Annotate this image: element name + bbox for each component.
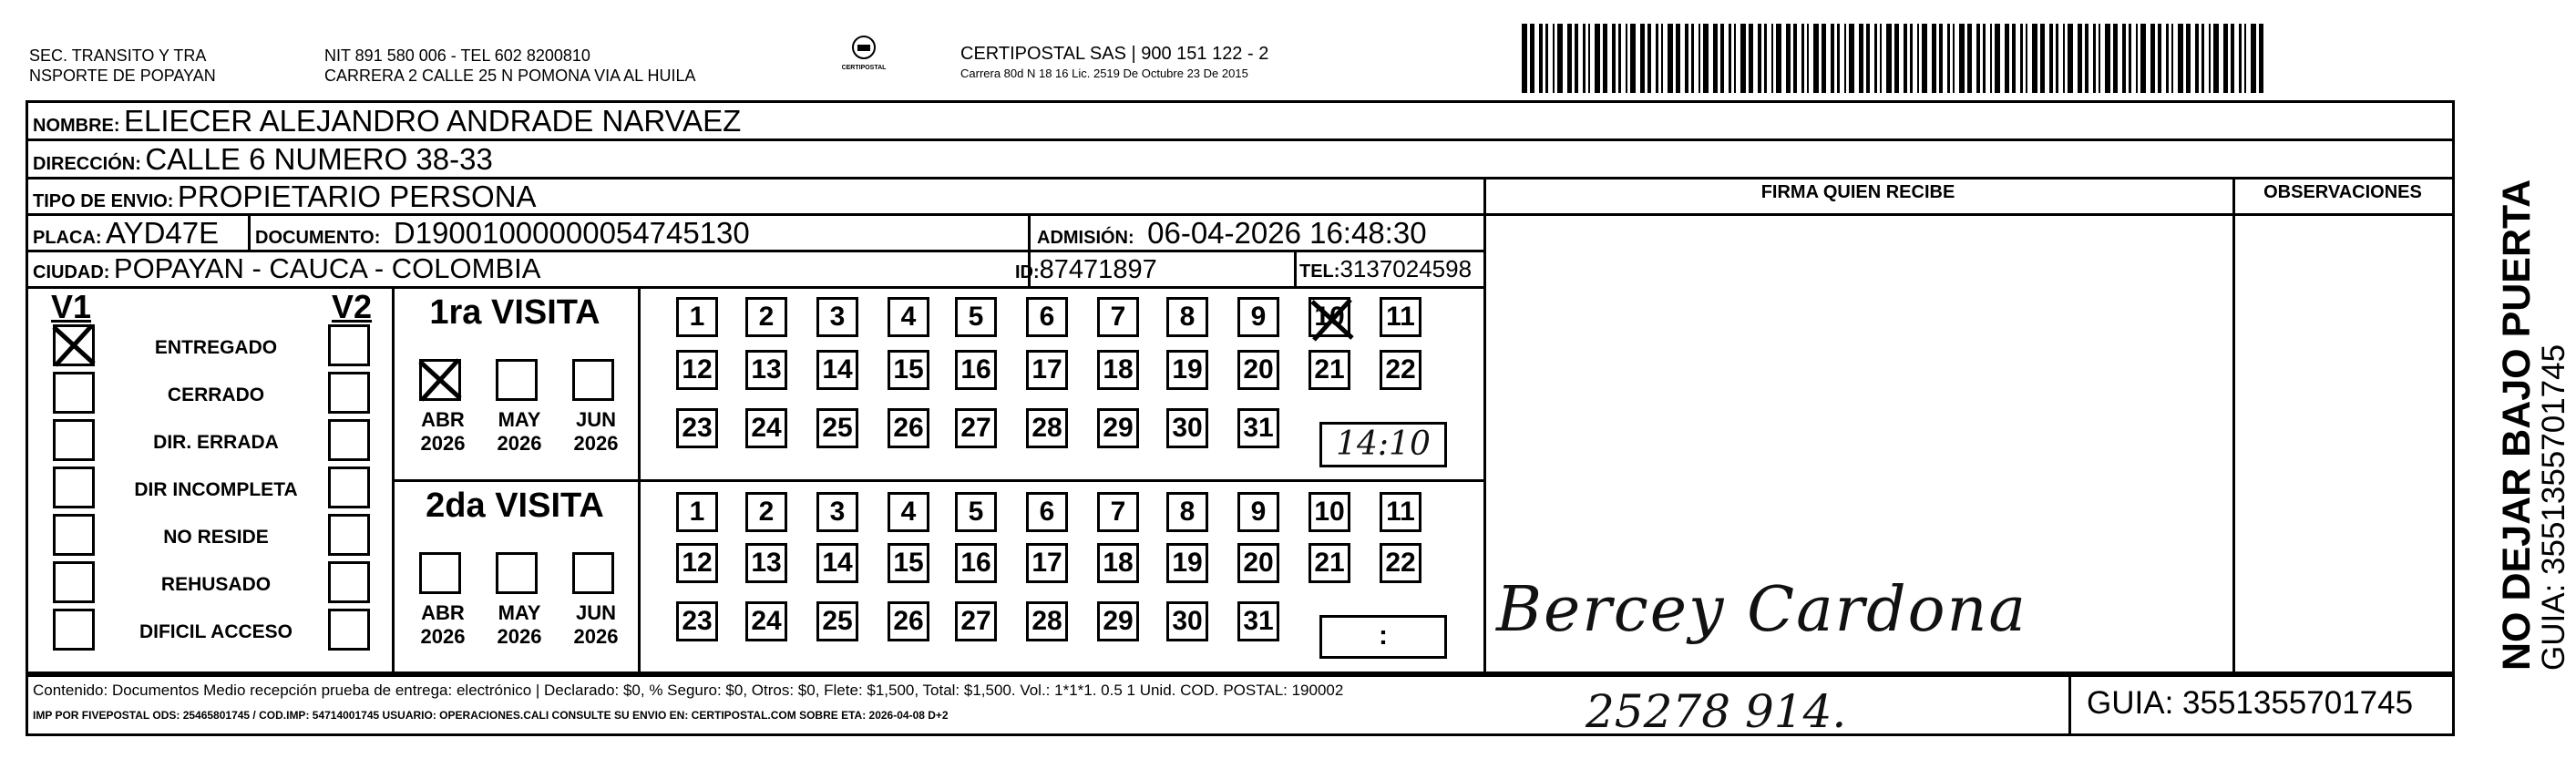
day-box[interactable]: 12 bbox=[676, 350, 718, 390]
nombre-row bbox=[33, 104, 741, 138]
month-checkbox[interactable] bbox=[496, 359, 538, 401]
month-checkbox[interactable] bbox=[572, 552, 614, 594]
nit-line: NIT 891 580 006 - TEL 602 8200810 bbox=[324, 46, 590, 65]
day-box[interactable]: 27 bbox=[955, 408, 997, 448]
day-box[interactable]: 14 bbox=[816, 350, 858, 390]
month-checkbox[interactable] bbox=[496, 552, 538, 594]
day-box[interactable]: 12 bbox=[676, 543, 718, 583]
admision-label: ADMISIÓN: bbox=[1037, 228, 1134, 248]
sender-line-2: NSPORTE DE POPAYAN bbox=[29, 67, 216, 85]
v2-checkbox[interactable] bbox=[328, 609, 370, 651]
tipo-row bbox=[33, 179, 537, 214]
month-label: ABR 2026 bbox=[420, 601, 466, 648]
address-line: CARRERA 2 CALLE 25 N POMONA VIA AL HUILA bbox=[324, 67, 696, 85]
day-box[interactable]: 18 bbox=[1097, 350, 1139, 390]
placa-cell bbox=[33, 216, 219, 251]
nombre-value: ELIECER ALEJANDRO ANDRADE NARVAEZ bbox=[124, 104, 742, 138]
visit-option-label: DIFICIL ACCESO bbox=[139, 621, 292, 642]
sender-block bbox=[29, 46, 216, 86]
documento-value: D19001000000054745130 bbox=[393, 216, 750, 250]
day-box[interactable]: 21 bbox=[1309, 350, 1350, 390]
day-box[interactable]: 29 bbox=[1097, 408, 1139, 448]
recipient-signature: Bercey Cardona bbox=[1496, 574, 2027, 646]
day-box[interactable]: 26 bbox=[888, 408, 929, 448]
v1-checkbox[interactable] bbox=[53, 561, 95, 603]
day-box[interactable]: 25 bbox=[816, 408, 858, 448]
day-box[interactable]: 10 bbox=[1309, 492, 1350, 532]
day-box[interactable]: 14 bbox=[816, 543, 858, 583]
barcode bbox=[1522, 24, 2269, 93]
v1-checkbox[interactable] bbox=[53, 609, 95, 651]
month-checkbox[interactable] bbox=[572, 359, 614, 401]
day-box[interactable]: 28 bbox=[1026, 601, 1068, 641]
nombre-label: NOMBRE: bbox=[33, 116, 120, 136]
direccion-value: CALLE 6 NUMERO 38-33 bbox=[145, 142, 493, 176]
visit-option-label: DIR INCOMPLETA bbox=[134, 479, 298, 500]
month-label: JUN 2026 bbox=[573, 601, 619, 648]
day-box[interactable]: 20 bbox=[1237, 350, 1279, 390]
side-title: NO DEJAR BAJO PUERTA bbox=[2495, 179, 2539, 671]
day-box[interactable]: 5 bbox=[955, 492, 997, 532]
first-visit-time-box[interactable] bbox=[1319, 422, 1447, 467]
month-label: MAY 2026 bbox=[497, 601, 542, 648]
day-box[interactable]: 22 bbox=[1380, 350, 1421, 390]
second-visit-time: : bbox=[1379, 620, 1388, 651]
day-box[interactable]: 1 bbox=[676, 492, 718, 532]
side-label bbox=[2497, 179, 2571, 671]
footer-contents: Contenido: Documentos Medio recepción prueba de entrega: electrónico | Declarado: $0, % Seguro: $0, Otros: $0, Flete: $1,500, Total: $1,500. Vol.: 1*1*1. 0.5 1 Unid. COD. POSTAL: 190002 bbox=[33, 682, 1344, 699]
day-box[interactable]: 11 bbox=[1380, 297, 1421, 337]
first-visit-time: 14:10 bbox=[1336, 426, 1431, 463]
tel-label: TEL: bbox=[1299, 261, 1340, 282]
day-box[interactable]: 15 bbox=[888, 543, 929, 583]
day-box[interactable]: 24 bbox=[745, 408, 787, 448]
day-box[interactable]: 23 bbox=[676, 601, 718, 641]
first-visit-title: 1ra VISITA bbox=[429, 293, 600, 332]
day-box[interactable]: 19 bbox=[1166, 543, 1208, 583]
day-box[interactable]: 17 bbox=[1026, 543, 1068, 583]
day-box[interactable]: 25 bbox=[816, 601, 858, 641]
day-box[interactable]: 24 bbox=[745, 601, 787, 641]
day-box[interactable]: 3 bbox=[816, 297, 858, 337]
direccion-label: DIRECCIÓN: bbox=[33, 154, 141, 174]
day-box[interactable]: 31 bbox=[1237, 408, 1279, 448]
day-box[interactable]: 10 bbox=[1309, 297, 1350, 337]
month-label: MAY 2026 bbox=[497, 408, 542, 455]
sender-contact bbox=[324, 46, 696, 86]
tel-value: 3137024598 bbox=[1339, 255, 1473, 282]
day-box[interactable]: 21 bbox=[1309, 543, 1350, 583]
day-box[interactable]: 9 bbox=[1237, 492, 1279, 532]
month-checkbox[interactable] bbox=[419, 552, 461, 594]
day-box[interactable]: 13 bbox=[745, 350, 787, 390]
day-box[interactable]: 27 bbox=[955, 601, 997, 641]
handwritten-note: 25278 914. bbox=[1586, 685, 1847, 738]
day-box[interactable]: 16 bbox=[955, 543, 997, 583]
documento-cell bbox=[255, 216, 750, 251]
day-box[interactable]: 17 bbox=[1026, 350, 1068, 390]
day-box[interactable]: 3 bbox=[816, 492, 858, 532]
placa-label: PLACA: bbox=[33, 228, 102, 248]
visit-option-label: ENTREGADO bbox=[154, 337, 278, 358]
tipo-value: PROPIETARIO PERSONA bbox=[177, 179, 537, 213]
day-box[interactable]: 2 bbox=[745, 492, 787, 532]
month-label: ABR 2026 bbox=[420, 408, 466, 455]
day-box[interactable]: 6 bbox=[1026, 492, 1068, 532]
day-box[interactable]: 13 bbox=[745, 543, 787, 583]
v2-checkbox[interactable] bbox=[328, 324, 370, 366]
direccion-row bbox=[33, 142, 493, 177]
ciudad-cell bbox=[33, 252, 540, 285]
visit-option-label: REHUSADO bbox=[160, 574, 272, 595]
v2-checkbox[interactable] bbox=[328, 514, 370, 556]
day-box[interactable]: 16 bbox=[955, 350, 997, 390]
v1-checkbox[interactable] bbox=[53, 514, 95, 556]
day-box[interactable]: 1 bbox=[676, 297, 718, 337]
day-box[interactable]: 22 bbox=[1380, 543, 1421, 583]
day-box[interactable]: 4 bbox=[888, 492, 929, 532]
day-box[interactable]: 29 bbox=[1097, 601, 1139, 641]
footer-guia: GUIA: 3551355701745 bbox=[2087, 685, 2414, 721]
admision-cell bbox=[1037, 216, 1427, 251]
v1-checkbox[interactable] bbox=[53, 324, 95, 366]
admision-value: 06-04-2026 16:48:30 bbox=[1147, 216, 1427, 250]
day-box[interactable]: 11 bbox=[1380, 492, 1421, 532]
ciudad-value: POPAYAN - CAUCA - COLOMBIA bbox=[113, 252, 541, 284]
v1-checkbox[interactable] bbox=[53, 372, 95, 414]
day-box[interactable]: 5 bbox=[955, 297, 997, 337]
day-box[interactable]: 28 bbox=[1026, 408, 1068, 448]
day-box[interactable]: 6 bbox=[1026, 297, 1068, 337]
day-box[interactable]: 26 bbox=[888, 601, 929, 641]
visit-option-label: NO RESIDE bbox=[163, 527, 269, 548]
month-label: JUN 2026 bbox=[573, 408, 619, 455]
tel-cell bbox=[1299, 255, 1472, 283]
v2-title: V2 bbox=[332, 288, 373, 325]
day-box[interactable]: 2 bbox=[745, 297, 787, 337]
certipostal-logo: CERTIPOSTAL bbox=[835, 35, 893, 71]
v2-checkbox[interactable] bbox=[328, 419, 370, 461]
logo-icon bbox=[851, 35, 877, 60]
second-visit-title: 2da VISITA bbox=[426, 487, 604, 525]
day-box[interactable]: 23 bbox=[676, 408, 718, 448]
visit-option-label: DIR. ERRADA bbox=[153, 432, 279, 453]
v2-checkbox[interactable] bbox=[328, 372, 370, 414]
day-box[interactable]: 8 bbox=[1166, 492, 1208, 532]
carrier-block bbox=[960, 44, 1268, 84]
day-box[interactable]: 4 bbox=[888, 297, 929, 337]
second-visit-time-box[interactable] bbox=[1319, 615, 1447, 659]
day-box[interactable]: 18 bbox=[1097, 543, 1139, 583]
tipo-label: TIPO DE ENVIO: bbox=[33, 191, 174, 211]
day-box[interactable]: 9 bbox=[1237, 297, 1279, 337]
carrier-line-2: Carrera 80d N 18 16 Lic. 2519 De Octubre 23 De 2015 bbox=[960, 67, 1248, 80]
visit-option-label: CERRADO bbox=[167, 384, 265, 405]
day-box[interactable]: 8 bbox=[1166, 297, 1208, 337]
day-box[interactable]: 30 bbox=[1166, 408, 1208, 448]
id-value: 87471897 bbox=[1039, 255, 1157, 284]
placa-value: AYD47E bbox=[106, 216, 220, 250]
day-box[interactable]: 31 bbox=[1237, 601, 1279, 641]
day-box[interactable]: 20 bbox=[1237, 543, 1279, 583]
footer-imp-line: IMP POR FIVEPOSTAL ODS: 25465801745 / COD.IMP: 54714001745 USUARIO: OPERACIONES.CALI CONSULTE SU ENVIO EN: CERTIPOSTAL.COM SOBRE ETA: 2026-04-08 D+2 bbox=[33, 709, 949, 722]
day-box[interactable]: 15 bbox=[888, 350, 929, 390]
carrier-line-1: CERTIPOSTAL SAS | 900 151 122 - 2 bbox=[960, 44, 1269, 64]
v1-checkbox[interactable] bbox=[53, 467, 95, 508]
firma-header: FIRMA QUIEN RECIBE bbox=[1760, 182, 1955, 202]
day-box[interactable]: 30 bbox=[1166, 601, 1208, 641]
id-label: ID: bbox=[1015, 262, 1040, 282]
day-box[interactable]: 19 bbox=[1166, 350, 1208, 390]
v1-title: V1 bbox=[51, 288, 92, 325]
v2-checkbox[interactable] bbox=[328, 467, 370, 508]
observaciones-header: OBSERVACIONES bbox=[2263, 182, 2422, 202]
side-guia: GUIA: 3551355701745 bbox=[2536, 343, 2571, 671]
v2-checkbox[interactable] bbox=[328, 561, 370, 603]
day-box[interactable]: 7 bbox=[1097, 297, 1139, 337]
v1-checkbox[interactable] bbox=[53, 419, 95, 461]
month-checkbox[interactable] bbox=[419, 359, 461, 401]
ciudad-label: CIUDAD: bbox=[33, 262, 110, 282]
sender-line-1: SEC. TRANSITO Y TRA bbox=[29, 46, 207, 65]
id-cell bbox=[1015, 255, 1157, 285]
documento-label: DOCUMENTO: bbox=[255, 228, 381, 248]
day-box[interactable]: 7 bbox=[1097, 492, 1139, 532]
